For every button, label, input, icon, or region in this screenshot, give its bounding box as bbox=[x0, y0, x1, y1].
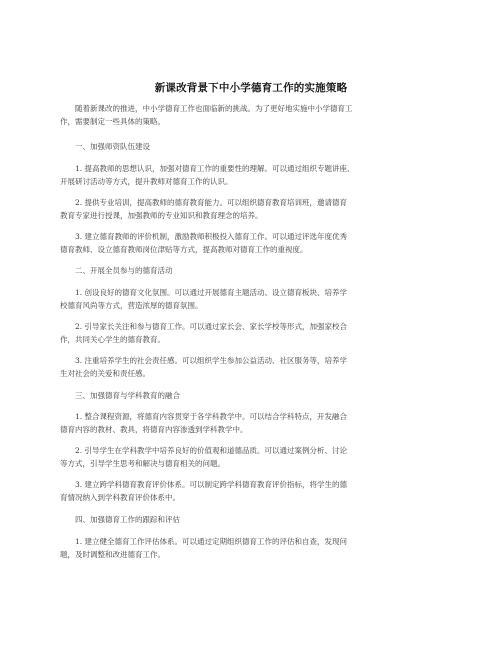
paragraph-line: 教育专家进行授课，加强教师的专业知识和教育理念的培养。 bbox=[60, 211, 263, 220]
section-3-item-3 bbox=[60, 478, 442, 504]
section-1-item-3 bbox=[60, 230, 442, 256]
paragraph-line: 3. 注重培养学生的社会责任感。可以组织学生参加公益活动、社区服务等，培养学 bbox=[75, 356, 348, 365]
paragraph-line: 2. 引导家长关注和参与德育工作。可以通过家长会、家长学校等形式，加强家校合 bbox=[75, 322, 348, 331]
paragraph-line: 题，及时调整和改进德育工作。 bbox=[60, 550, 165, 559]
section-3-item-2 bbox=[60, 444, 442, 470]
paragraph-line: 3. 建立德育教师的评价机制，激励教师积极投入德育工作。可以通过评选年度优秀 bbox=[75, 232, 348, 241]
section-2-item-3 bbox=[60, 354, 442, 380]
paragraph-line: 1. 建立健全德育工作评估体系。可以通过定期组织德育工作的评估和自查，发现问 bbox=[75, 537, 348, 546]
section-heading-3: 三、加强德育与学科教育的融合 bbox=[75, 391, 180, 400]
paragraph-line: 2. 引导学生在学科教学中培养良好的价值观和道德品质。可以通过案例分析、讨论 bbox=[75, 446, 348, 455]
paragraph-line: 2. 提供专业培训，提高教师的德育教育能力。可以组织德育教育培训班，邀请德育 bbox=[75, 198, 348, 207]
paragraph-line: 开展研讨活动等方式，提升教师对德育工作的认识。 bbox=[60, 177, 233, 186]
section-heading-2: 二、开展全员参与的德育活动 bbox=[75, 266, 173, 275]
section-heading-1: 一、加强师资队伍建设 bbox=[75, 142, 150, 151]
section-2-item-2 bbox=[60, 320, 442, 346]
section-1-item-1 bbox=[60, 162, 442, 188]
paragraph-line: 1. 创设良好的德育文化氛围。可以通过开展德育主题活动、设立德育板块、培养学 bbox=[75, 288, 348, 297]
section-heading-4: 四、加强德育工作的跟踪和评估 bbox=[75, 515, 180, 524]
paragraph-line: 校德育风尚等方式，营造浓厚的德育氛围。 bbox=[60, 301, 203, 310]
paragraph-line: 育情况纳入到学科教育评价体系中。 bbox=[60, 493, 180, 502]
section-1-item-2 bbox=[60, 196, 442, 222]
paragraph-line: 德育教师、设立德育教师岗位津贴等方式，提高教师对德育工作的重视度。 bbox=[60, 245, 308, 254]
section-4-item-1 bbox=[60, 535, 442, 561]
paragraph-line: 作，共同关心学生的德育教育。 bbox=[60, 335, 165, 344]
paragraph-line: 德育内容的教材、教具，将德育内容渗透到学科教学中。 bbox=[60, 425, 248, 434]
paragraph-line: 等方式，引导学生思考和解决与德育相关的问题。 bbox=[60, 459, 225, 468]
section-2-item-1 bbox=[60, 286, 442, 312]
document-title: 新课改背景下中小学德育工作的实施策略 bbox=[154, 82, 348, 94]
intro-paragraph bbox=[60, 102, 442, 128]
paragraph-line: 1. 整合课程资源，将德育内容贯穿于各学科教学中。可以结合学科特点，开发融合 bbox=[75, 412, 348, 421]
document-page bbox=[60, 0, 442, 649]
intro-line: 作，需要制定一些具体的策略。 bbox=[60, 117, 165, 126]
paragraph-line: 1. 提高教师的思想认识，加强对德育工作的重要性的理解。可以通过组织专题讲座、 bbox=[75, 164, 355, 173]
paragraph-line: 3. 建立跨学科德育教育评价体系。可以制定跨学科德育教育评价指标，将学生的德 bbox=[75, 480, 348, 489]
section-3-item-1 bbox=[60, 410, 442, 436]
intro-line: 随着新课改的推进，中小学德育工作也面临新的挑战。为了更好地实施中小学德育工 bbox=[75, 104, 353, 113]
paragraph-line: 生对社会的关爱和责任感。 bbox=[60, 369, 150, 378]
